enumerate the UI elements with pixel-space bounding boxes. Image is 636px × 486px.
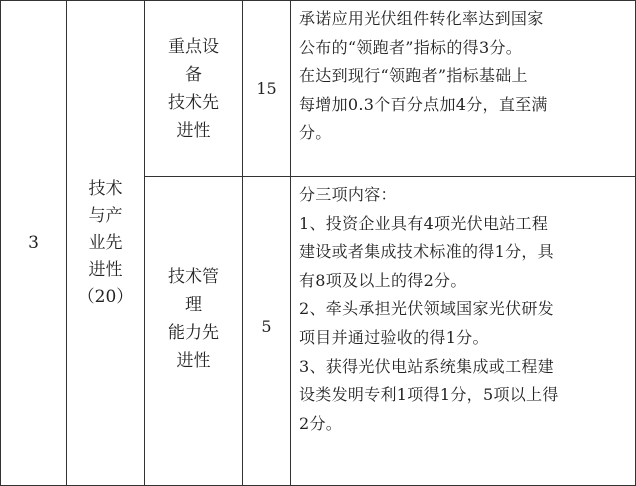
item-name-line: 理 bbox=[185, 295, 202, 315]
description-line: 1、投资企业具有4项光伏电站工程 bbox=[299, 213, 549, 233]
description-line: 设类发明专利1项得1分，5项以上得 bbox=[299, 385, 559, 405]
item-name-line: 能力先 bbox=[168, 323, 219, 343]
item-score: 15 bbox=[256, 79, 277, 98]
category-line: （20） bbox=[77, 286, 134, 307]
item-name-line: 备 bbox=[185, 64, 202, 85]
item-name-line: 重点设 bbox=[168, 36, 219, 57]
description-line: 3、获得光伏电站系统集成或工程建 bbox=[299, 356, 554, 376]
item-name-line: 进性 bbox=[176, 120, 211, 141]
item-score-cell bbox=[243, 177, 291, 486]
description-line: 2分。 bbox=[299, 413, 343, 433]
description-line: 项目并通过验收的得1分。 bbox=[299, 327, 489, 347]
row-number: 3 bbox=[28, 233, 39, 253]
item-name-line: 技术先 bbox=[168, 92, 219, 113]
description-line: 每增加0.3个百分点加4分，直至满 bbox=[299, 94, 548, 114]
description-line: 承诺应用光伏组件转化率达到国家 bbox=[299, 9, 544, 28]
row-number-cell bbox=[1, 1, 67, 486]
description-line: 建设或者集成技术标准的得1分，具 bbox=[299, 242, 554, 262]
description-line: 在达到现行“领跑者”指标基础上 bbox=[299, 66, 528, 86]
category-line: 与产 bbox=[88, 205, 123, 226]
item-score: 5 bbox=[261, 317, 272, 336]
item-description-cell bbox=[291, 177, 636, 486]
description-line: 分。 bbox=[299, 123, 332, 143]
item-name-line: 技术管 bbox=[168, 267, 219, 287]
item-score-cell bbox=[243, 1, 291, 177]
item-name-cell bbox=[145, 1, 243, 177]
category-cell bbox=[67, 1, 145, 486]
item-name-cell bbox=[145, 177, 243, 486]
item-name-line: 进性 bbox=[176, 351, 211, 371]
category-line: 业先 bbox=[88, 232, 123, 253]
description-line: 分三项内容： bbox=[299, 185, 397, 204]
description-line: 2、牵头承担光伏领域国家光伏研发 bbox=[299, 299, 554, 319]
category-line: 技术 bbox=[88, 178, 123, 199]
item-description-cell bbox=[291, 1, 636, 177]
description-line: 有8项及以上的得2分。 bbox=[299, 270, 467, 290]
table-row bbox=[1, 1, 636, 177]
category-line: 进性 bbox=[88, 259, 123, 280]
description-line: 公布的“领跑者”指标的得3分。 bbox=[299, 37, 523, 57]
